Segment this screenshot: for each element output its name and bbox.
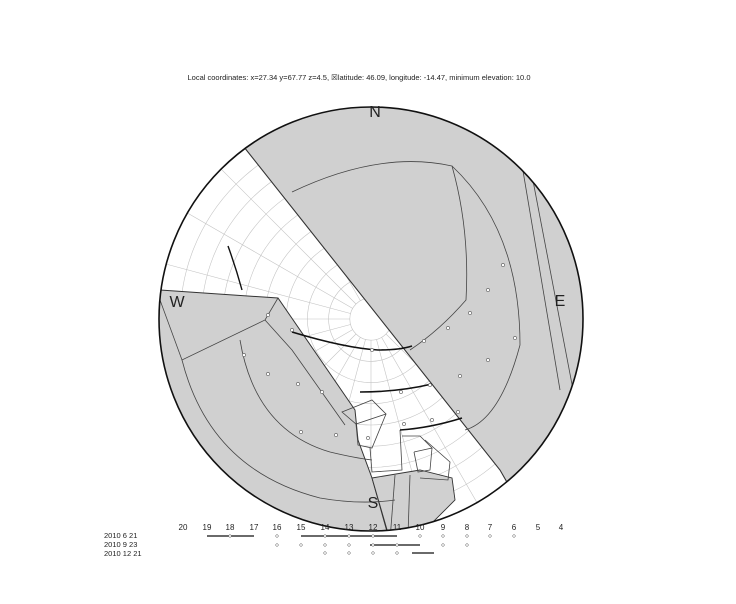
hour-label: 13 <box>344 523 354 532</box>
timeline-dots <box>229 535 516 555</box>
hour-label-row <box>179 523 564 532</box>
sunshine-timeline <box>207 536 434 553</box>
hour-label: 10 <box>415 523 425 532</box>
obstruction-layer <box>150 90 640 560</box>
date-label-column <box>104 531 142 558</box>
east-label: E <box>554 293 566 310</box>
hour-label: 5 <box>535 523 541 532</box>
hour-label: 9 <box>440 523 446 532</box>
hour-label: 14 <box>320 523 330 532</box>
date-label-summer: 2010 6 21 <box>104 531 138 540</box>
hour-label: 11 <box>392 523 402 532</box>
hour-label: 17 <box>249 523 259 532</box>
hour-label: 8 <box>464 523 470 532</box>
hour-label: 6 <box>511 523 517 532</box>
hour-label: 4 <box>558 523 564 532</box>
date-label-winter: 2010 12 21 <box>104 549 142 558</box>
hour-label: 19 <box>202 523 212 532</box>
hour-label: 16 <box>272 523 282 532</box>
hour-label: 20 <box>178 523 188 532</box>
hour-label: 7 <box>487 523 493 532</box>
hour-label: 12 <box>368 523 378 532</box>
south-label: S <box>367 495 379 512</box>
west-label: W <box>169 294 185 311</box>
hour-label: 15 <box>296 523 306 532</box>
coordinates-caption: Local coordinates: x=27.34 y=67.77 z=4.5, ☒latitude: 46.09, longitude: -14.47, minimum elevation: 10.0 <box>187 73 531 82</box>
north-label: N <box>369 104 381 121</box>
date-label-equinox: 2010 9 23 <box>104 540 138 549</box>
hour-label: 18 <box>225 523 235 532</box>
